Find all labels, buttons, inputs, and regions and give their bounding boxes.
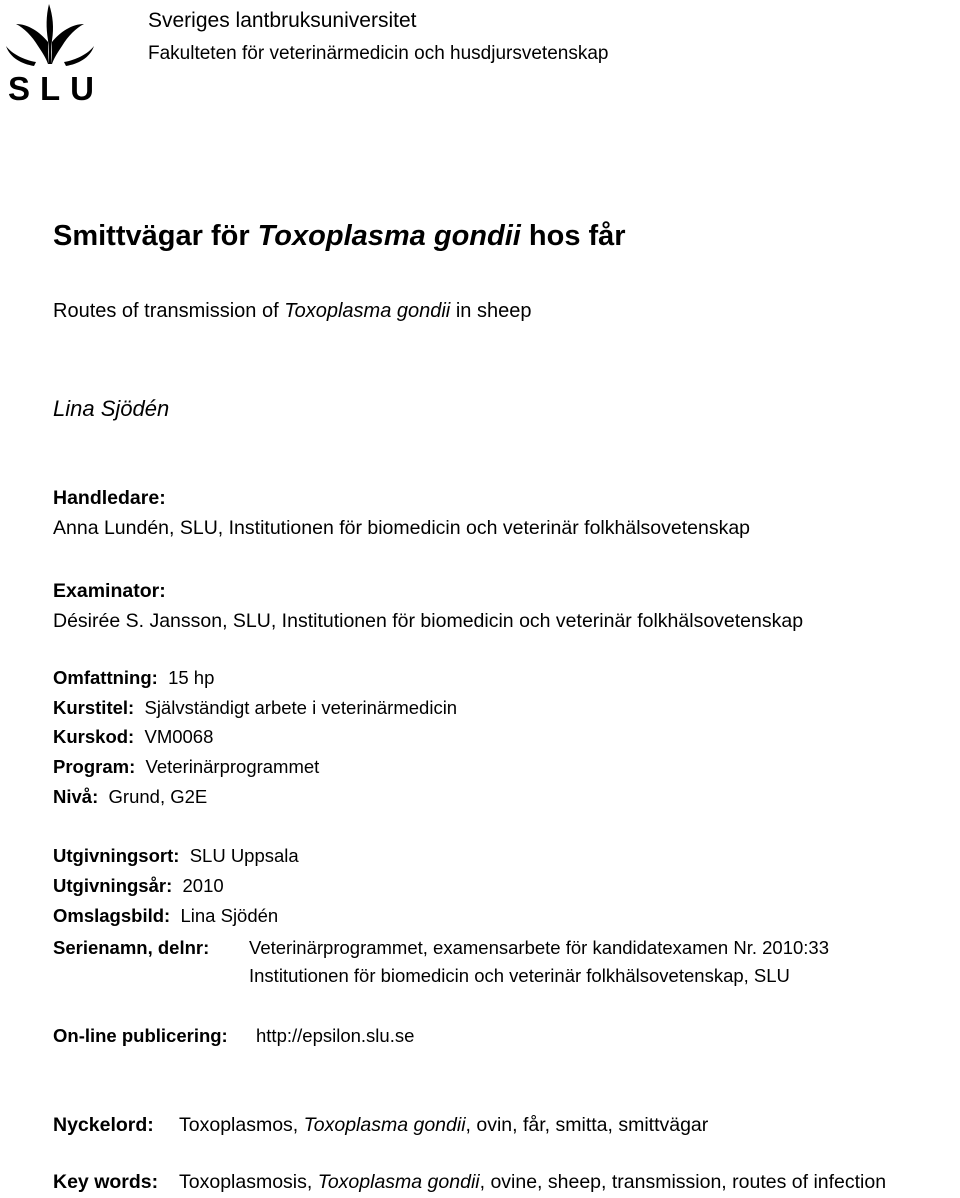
course-label: Program: [53,756,136,777]
title-prefix: Smittvägar för [53,220,258,252]
title-suffix: hos får [520,220,626,252]
logo-text: SLU [8,70,104,107]
course-label: Nivå: [53,786,99,807]
university-name: Sveriges lantbruksuniversitet [148,9,417,32]
keywords-sv-prefix: Toxoplasmos, [179,1114,304,1136]
course-value: Grund, G2E [108,786,208,807]
subtitle-species: Toxoplasma gondii [284,300,451,322]
publication-value: 2010 [182,875,224,896]
series-label: Serienamn, delnr: [53,937,210,958]
publication-label: Utgivningsår: [53,875,173,896]
title-species: Toxoplasma gondii [257,220,521,252]
thesis-title [53,220,626,253]
course-label: Kurskod: [53,726,135,747]
publication-label: Utgivningsort: [53,845,180,866]
supervisor-label: Handledare: [53,487,166,509]
slu-logo [4,2,104,107]
examiner-value: Désirée S. Jansson, SLU, Institutionen för biomedicin och veterinär folkhälsovetenskap [53,610,804,632]
series-line-1: Veterinärprogrammet, examensarbete för kandidatexamen Nr. 2010:33 [249,937,829,958]
publication-label: Omslagsbild: [53,905,171,926]
online-link[interactable]: http://epsilon.slu.se [256,1025,415,1046]
publication-value: Lina Sjödén [180,905,279,926]
course-value: VM0068 [144,726,214,747]
online-label: On-line publicering: [53,1025,228,1046]
series-line-2: Institutionen för biomedicin och veterinär folkhälsovetenskap, SLU [249,965,790,986]
keywords-en-value [179,1171,886,1194]
keywords-en-prefix: Toxoplasmosis, [179,1171,318,1193]
publication-row [53,845,299,867]
publication-value: SLU Uppsala [189,845,299,866]
keywords-sv-suffix: , ovin, får, smitta, smittvägar [465,1114,709,1136]
course-row [53,697,457,719]
keywords-en-species: Toxoplasma gondii [317,1171,480,1193]
supervisor-value: Anna Lundén, SLU, Institutionen för biomedicin och veterinär folkhälsovetenskap [53,517,751,539]
course-row [53,726,213,748]
faculty-name: Fakulteten för veterinärmedicin och husdjursvetenskap [148,43,609,64]
course-value: 15 hp [168,667,215,688]
course-value: Självständigt arbete i veterinärmedicin [144,697,458,718]
keywords-sv-species: Toxoplasma gondii [303,1114,466,1136]
keywords-sv-value [179,1114,708,1137]
subtitle-suffix: in sheep [450,300,532,322]
subtitle-prefix: Routes of transmission of [53,300,285,322]
author-name: Lina Sjödén [53,396,170,421]
keywords-sv-label: Nyckelord: [53,1114,154,1136]
keywords-en-suffix: , ovine, sheep, transmission, routes of infection [479,1171,887,1193]
publication-row [53,875,224,897]
course-label: Omfattning: [53,667,158,688]
examiner-label: Examinator: [53,580,166,602]
course-value: Veterinärprogrammet [145,756,320,777]
publication-row [53,905,278,927]
course-row [53,786,207,808]
course-row [53,667,214,689]
keywords-en-label: Key words: [53,1171,159,1193]
course-row [53,756,319,778]
thesis-subtitle [53,300,531,323]
course-label: Kurstitel: [53,697,135,718]
